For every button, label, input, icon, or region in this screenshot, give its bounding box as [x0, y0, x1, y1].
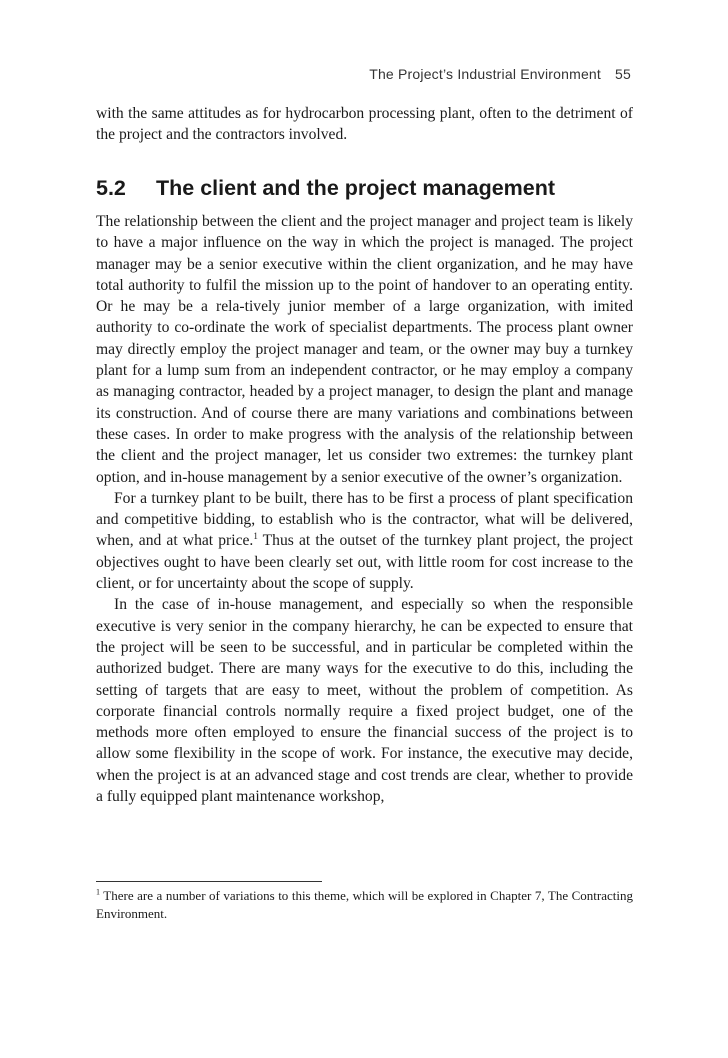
running-title: The Project’s Industrial Environment	[369, 66, 602, 82]
page-number: 55	[615, 66, 631, 82]
paragraph-relationship: The relationship between the client and the project manager and project team is likely to have a major influence on the way in which the project is managed. The project manager may be a senior executive within the client organization, and he may have total authority to fulfil the mission up to the point of handover to an operating entity. Or he may be a rela-tively junior member of a large organization, with imited authority to co-ordinate the work of specialist departments. The process plant owner may directly employ the project manager and team, or the owner may buy a turnkey plant for a lump sum from an independent contractor, or he may employ a company as managing contractor, headed by a project manager, to design the plant and manage its construction. And of course there are many variations and combinations between these cases. In order to make progress with the analysis of the relationship between the client and the project manager, let us consider two extremes: the turnkey plant option, and in-house management by a senior executive of the owner’s organization.	[96, 213, 633, 486]
footnote-reference[interactable]: 1	[253, 531, 258, 542]
section-number: 5.2	[96, 176, 126, 200]
footnote-mark: 1	[96, 887, 100, 897]
section-body	[96, 211, 633, 807]
footnote	[96, 887, 633, 923]
turnkey-text-after-note: Thus at the outset of the turnkey plant project, the project objectives ought to have been clearly set out, with little room for cost increase to the client, or for uncertainty about the scope of supply.	[96, 532, 633, 593]
paragraph-in-house: In the case of in-house management, and especially so when the responsible executive is very senior in the company hierarchy, he can be expected to ensure that the project will be seen to be successful, and in particular be completed within the authorized budget. There are many ways for the executive to do this, including the setting of targets that are easy to meet, without the problem of competition. As corporate financial controls normally require a fixed project budget, one of the methods more often employed to ensure the financial success of the project is to allow some flexibility in the scope of work. For instance, the executive may decide, when the project is at an advanced stage and cost trends are clear, whether to provide a fully equipped plant maintenance workshop,	[96, 596, 633, 806]
continued-paragraph: with the same attitudes as for hydrocarbon processing plant, often to the detriment of the project and the contractors involved.	[96, 105, 633, 144]
paragraph-turnkey	[96, 488, 633, 594]
section-heading	[96, 176, 636, 201]
continued-text	[96, 103, 633, 146]
footnote-text: There are a number of variations to this theme, which will be explored in Chapter 7, The Contracting Environment.	[96, 888, 633, 921]
footnote-divider	[96, 881, 322, 882]
section-title: The client and the project management	[156, 176, 556, 200]
running-header	[96, 66, 631, 82]
turnkey-text-before-note: For a turnkey plant to be built, there has to be first a process of plant specification and competitive bidding, to establish who is the contractor, what will be delivered, when, and at what price.	[96, 489, 633, 550]
